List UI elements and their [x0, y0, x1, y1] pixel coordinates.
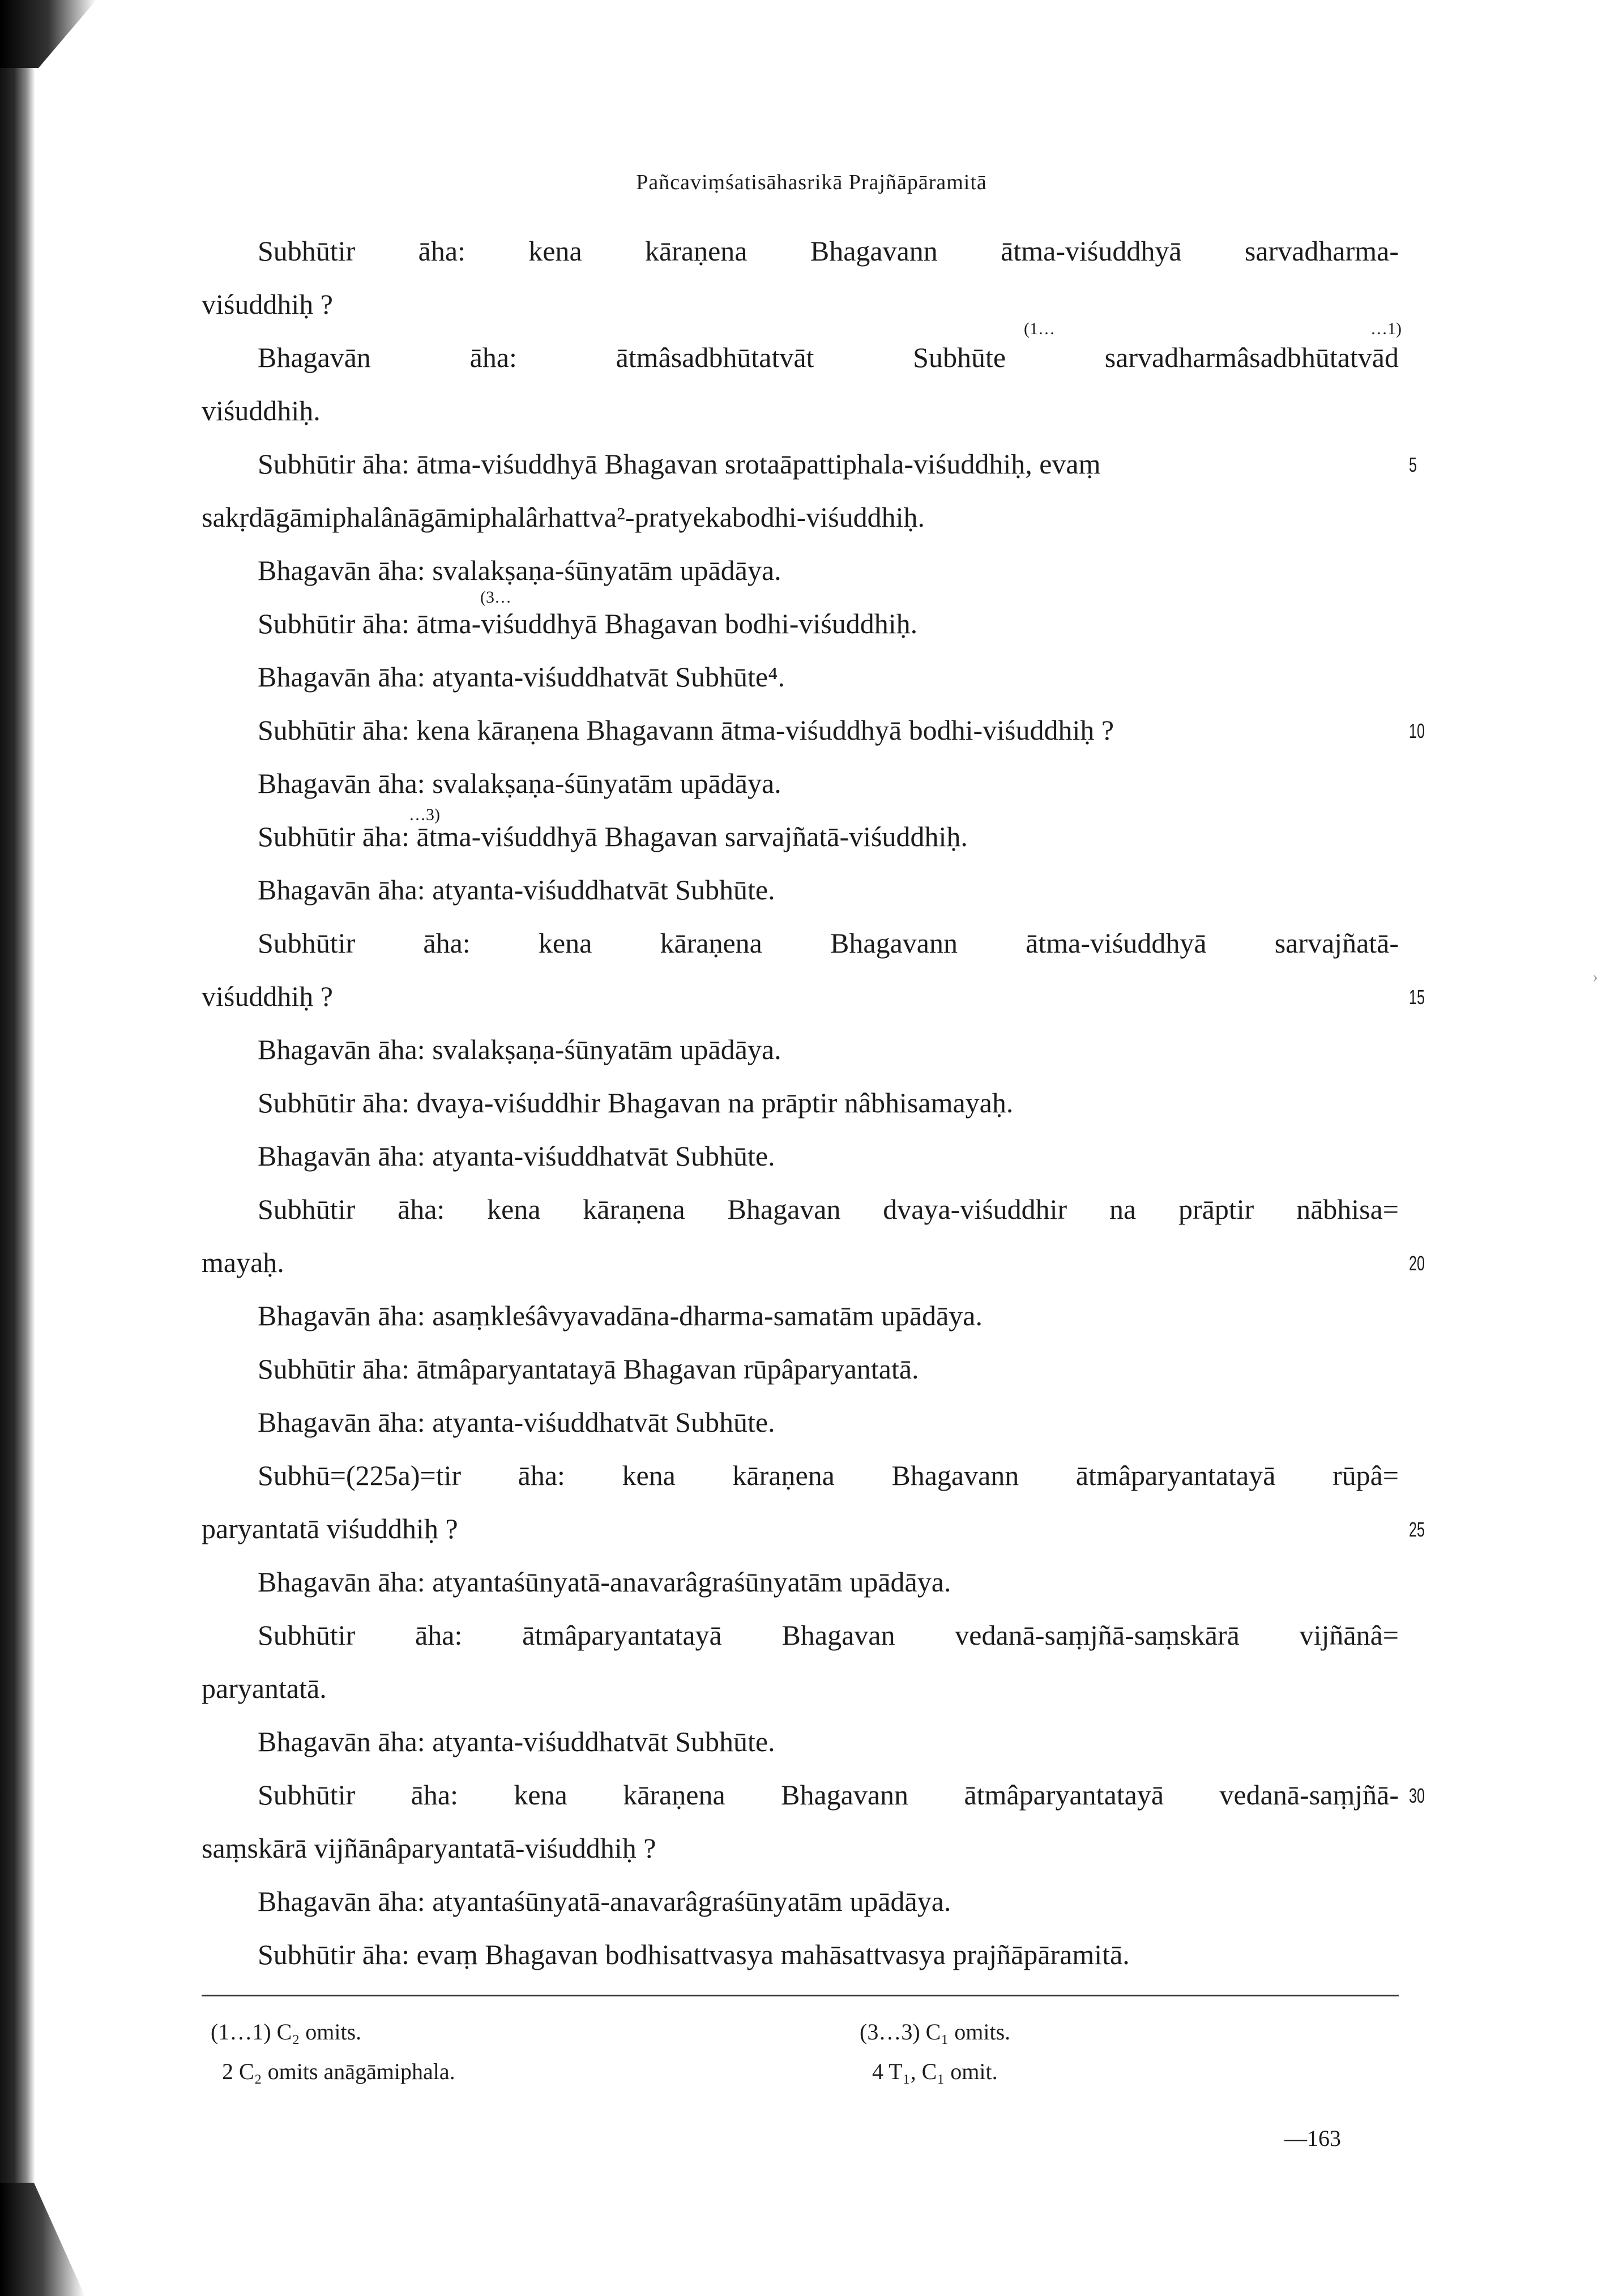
text-line: Subhūtir āha: kena kāraṇena Bhagavann ātmâparyantatayā vedanā-saṃjñā- [258, 1779, 1399, 1811]
text-line: Subhūtir āha: kena kāraṇena Bhagavann ātma-viśuddhyā sarvajñatā- [258, 927, 1399, 959]
text-line: Bhagavān āha: svalakṣaṇa-śūnyatām upādāya. [258, 767, 781, 799]
text-line: Subhūtir āha: dvaya-viśuddhir Bhagavan na prāptir nâbhisamayaḥ. [258, 1087, 1014, 1119]
text-line: Subhū=(225a)=tir āha: kena kāraṇena Bhagavann ātmâparyantatayā rūpâ= [258, 1459, 1399, 1491]
line-number: 30 [1409, 1784, 1425, 1807]
text-line: Subhūtir āha: evaṃ Bhagavan bodhisattvasya mahāsattvasya prajñāpāramitā. [258, 1939, 1130, 1970]
text-line: Subhūtir āha: kena kāraṇena Bhagavann ātma-viśuddhyā bodhi-viśuddhiḥ ? [258, 714, 1114, 746]
text-line: viśuddhiḥ ? [202, 288, 333, 320]
text-line: sakṛdāgāmiphalânāgāmiphalârhattva²-pratyekabodhi-viśuddhiḥ. [202, 501, 925, 533]
binding-shadow-top [0, 0, 96, 68]
variant-mark-close: …3) [409, 805, 440, 824]
text-line: paryantatā. [202, 1672, 327, 1704]
binding-shadow-bottom [0, 2183, 85, 2296]
text-line: Bhagavān āha: atyanta-viśuddhatvāt Subhūte. [258, 1406, 775, 1438]
line-number: 20 [1409, 1252, 1425, 1275]
variant-mark-open: (3… [480, 588, 511, 607]
text-line: saṃskārā vijñānâparyantatā-viśuddhiḥ ? [202, 1832, 656, 1864]
footnote: 4 T₁, C₁ omit. [872, 2059, 998, 2084]
text-line: Subhūtir āha: kena kāraṇena Bhagavann ātma-viśuddhyā sarvadharma- [258, 235, 1399, 267]
text-line: Subhūtir āha: kena kāraṇena Bhagavan dvaya-viśuddhir na prāptir nābhisa= [258, 1193, 1399, 1225]
text-line: Subhūtir āha: ātmâparyantatayā Bhagavan rūpâparyantatā. [258, 1353, 919, 1385]
text-line: Subhūtir āha: ātma-viśuddhyā Bhagavan bodhi-viśuddhiḥ. [258, 608, 918, 639]
text-line: Bhagavān āha: atyanta-viśuddhatvāt Subhūte⁴. [258, 661, 785, 693]
footnote: (3…3) C₁ omits. [860, 2019, 1011, 2045]
text-line: paryantatā viśuddhiḥ ? [202, 1513, 458, 1544]
variant-mark-open: (1… [1024, 319, 1055, 338]
text-line: Bhagavān āha: atyantaśūnyatā-anavarâgraśūnyatām upādāya. [258, 1566, 951, 1598]
text-line: Bhagavān āha: atyantaśūnyatā-anavarâgraśūnyatām upādāya. [258, 1885, 951, 1917]
footnote: 2 C₂ omits anāgāmiphala. [222, 2059, 455, 2084]
footnote-rule [202, 1995, 1399, 1996]
text-line: Bhagavān āha: asaṃkleśâvyavadāna-dharma-samatām upādāya. [258, 1300, 983, 1331]
page-number: —163 [1284, 2126, 1341, 2151]
text-line: Subhūtir āha: ātmâparyantatayā Bhagavan vedanā-saṃjñā-saṃskārā vijñānâ= [258, 1619, 1399, 1651]
line-number: 5 [1409, 453, 1417, 476]
book-binding-shadow [0, 0, 35, 2296]
variant-mark-close: …1) [1370, 319, 1402, 338]
stray-mark: › [1592, 967, 1598, 986]
text-line: Bhagavān āha: ātmâsadbhūtatvāt Subhūte sarvadharmâsadbhūtatvād [258, 342, 1399, 373]
text-line: Bhagavān āha: svalakṣaṇa-śūnyatām upādāya. [258, 1034, 781, 1065]
text-line: Bhagavān āha: atyanta-viśuddhatvāt Subhūte. [258, 1140, 775, 1172]
text-line: Bhagavān āha: svalakṣaṇa-śūnyatām upādāya. [258, 554, 781, 586]
text-line: Subhūtir āha: ātma-viśuddhyā Bhagavan sarvajñatā-viśuddhiḥ. [258, 821, 968, 852]
running-header: Pañcaviṃśatisāhasrikā Prajñāpāramitā [636, 170, 987, 194]
text-line: Subhūtir āha: ātma-viśuddhyā Bhagavan srotaāpattiphala-viśuddhiḥ, evaṃ [258, 448, 1101, 480]
line-number: 10 [1409, 719, 1425, 742]
text-line: Bhagavān āha: atyanta-viśuddhatvāt Subhūte. [258, 1726, 775, 1757]
line-number: 15 [1409, 985, 1425, 1009]
text-line: viśuddhiḥ ? [202, 980, 333, 1012]
text-line: mayaḥ. [202, 1247, 284, 1278]
footnote: (1…1) C₂ omits. [211, 2019, 362, 2045]
text-line: viśuddhiḥ. [202, 395, 321, 426]
line-number: 25 [1409, 1518, 1425, 1541]
text-line: Bhagavān āha: atyanta-viśuddhatvāt Subhūte. [258, 874, 775, 906]
